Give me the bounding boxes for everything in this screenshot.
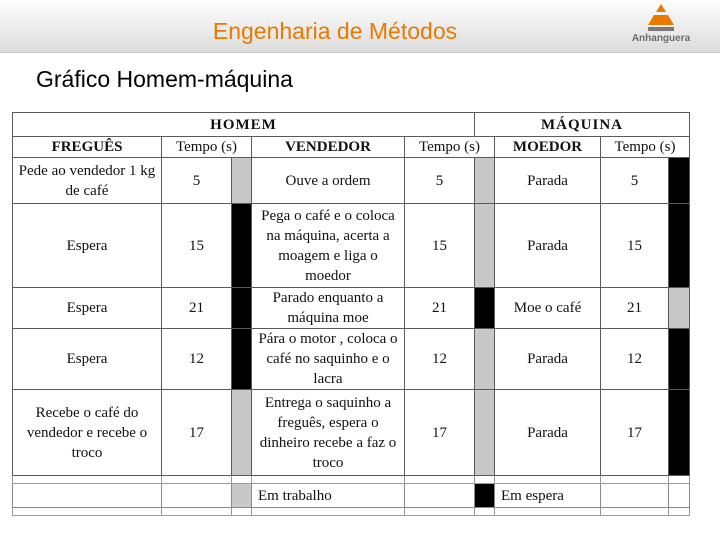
- empty-cell: [669, 484, 690, 508]
- empty-cell: [475, 508, 495, 516]
- col-moedor: MOEDOR: [495, 137, 601, 158]
- logo-mark-icon: [644, 3, 678, 33]
- anhanguera-logo: [626, 3, 696, 49]
- activity-bar-working: [232, 158, 252, 204]
- empty-cell: [13, 476, 162, 484]
- tempo-cell: 12: [162, 329, 232, 390]
- table-row: [13, 158, 690, 204]
- empty-cell: [495, 476, 601, 484]
- empty-cell: [162, 508, 232, 516]
- vendedor-cell: Ouve a ordem: [252, 158, 405, 204]
- empty-cell: [252, 508, 405, 516]
- legend-working-swatch: [232, 484, 252, 508]
- empty-cell: [475, 476, 495, 484]
- activity-bar-waiting: [669, 204, 690, 288]
- col-fregues: FREGUÊS: [13, 137, 162, 158]
- col-tempo-fregues: Tempo (s): [162, 137, 252, 158]
- table-row: [13, 329, 690, 390]
- empty-cell: [601, 508, 669, 516]
- group-maquina: MÁQUINA: [475, 113, 690, 137]
- empty-cell: [405, 476, 475, 484]
- empty-cell: [601, 476, 669, 484]
- legend-waiting-label: Em espera: [495, 484, 601, 508]
- group-header-row: [13, 113, 690, 137]
- legend-row: [13, 484, 690, 508]
- empty-cell: [13, 508, 162, 516]
- empty-cell: [669, 476, 690, 484]
- spacer-row: [13, 476, 690, 484]
- activity-bar-working: [232, 390, 252, 476]
- empty-cell: [405, 484, 475, 508]
- tempo-cell: 5: [162, 158, 232, 204]
- activity-bar-waiting: [669, 158, 690, 204]
- activity-bar-waiting: [669, 329, 690, 390]
- table-row: [13, 390, 690, 476]
- tempo-cell: 21: [162, 288, 232, 329]
- group-homem: HOMEM: [13, 113, 475, 137]
- tempo-cell: 21: [601, 288, 669, 329]
- activity-bar-waiting: [232, 329, 252, 390]
- fregues-cell: Recebe o café do vendedor e recebe o troco: [13, 390, 162, 476]
- activity-bar-working: [669, 288, 690, 329]
- tempo-cell: 5: [601, 158, 669, 204]
- activity-bar-working: [475, 158, 495, 204]
- col-tempo-vendedor: Tempo (s): [405, 137, 495, 158]
- empty-cell: [669, 508, 690, 516]
- fregues-cell: Pede ao vendedor 1 kg de café: [13, 158, 162, 204]
- legend-working-label: Em trabalho: [252, 484, 405, 508]
- col-tempo-moedor: Tempo (s): [601, 137, 690, 158]
- fregues-cell: Espera: [13, 288, 162, 329]
- tempo-cell: 21: [405, 288, 475, 329]
- moedor-cell: Parada: [495, 204, 601, 288]
- legend-waiting-swatch: [475, 484, 495, 508]
- slide-title: Engenharia de Métodos: [212, 18, 458, 44]
- tempo-cell: 12: [405, 329, 475, 390]
- empty-cell: [162, 476, 232, 484]
- slide-subtitle: Gráfico Homem-máquina: [36, 66, 293, 92]
- moedor-cell: Parada: [495, 329, 601, 390]
- activity-bar-waiting: [232, 204, 252, 288]
- activity-bar-waiting: [475, 288, 495, 329]
- moedor-cell: Parada: [495, 390, 601, 476]
- empty-cell: [601, 484, 669, 508]
- tempo-cell: 17: [405, 390, 475, 476]
- moedor-cell: Moe o café: [495, 288, 601, 329]
- man-machine-chart-table: [12, 112, 690, 516]
- tempo-cell: 5: [405, 158, 475, 204]
- tempo-cell: 17: [162, 390, 232, 476]
- vendedor-cell: Entrega o saquinho a freguês, espera o dinheiro recebe a faz o troco: [252, 390, 405, 476]
- activity-bar-working: [475, 204, 495, 288]
- empty-cell: [13, 484, 162, 508]
- tempo-cell: 15: [601, 204, 669, 288]
- tempo-cell: 17: [601, 390, 669, 476]
- vendedor-cell: Pega o café e o coloca na máquina, acerta a moagem e liga o moedor: [252, 204, 405, 288]
- spacer-row: [13, 508, 690, 516]
- col-vendedor: VENDEDOR: [252, 137, 405, 158]
- empty-cell: [405, 508, 475, 516]
- activity-bar-waiting: [669, 390, 690, 476]
- tempo-cell: 12: [601, 329, 669, 390]
- table-row: [13, 288, 690, 329]
- column-header-row: [13, 137, 690, 158]
- vendedor-cell: Parado enquanto a máquina moe: [252, 288, 405, 329]
- table-row: [13, 204, 690, 288]
- empty-cell: [232, 476, 252, 484]
- fregues-cell: Espera: [13, 204, 162, 288]
- tempo-cell: 15: [162, 204, 232, 288]
- fregues-cell: Espera: [13, 329, 162, 390]
- empty-cell: [162, 484, 232, 508]
- tempo-cell: 15: [405, 204, 475, 288]
- activity-bar-working: [475, 329, 495, 390]
- logo-text: Anhanguera: [631, 33, 691, 44]
- activity-bar-working: [475, 390, 495, 476]
- vendedor-cell: Pára o motor , coloca o café no saquinho e o lacra: [252, 329, 405, 390]
- empty-cell: [232, 508, 252, 516]
- empty-cell: [252, 476, 405, 484]
- empty-cell: [495, 508, 601, 516]
- moedor-cell: Parada: [495, 158, 601, 204]
- activity-bar-waiting: [232, 288, 252, 329]
